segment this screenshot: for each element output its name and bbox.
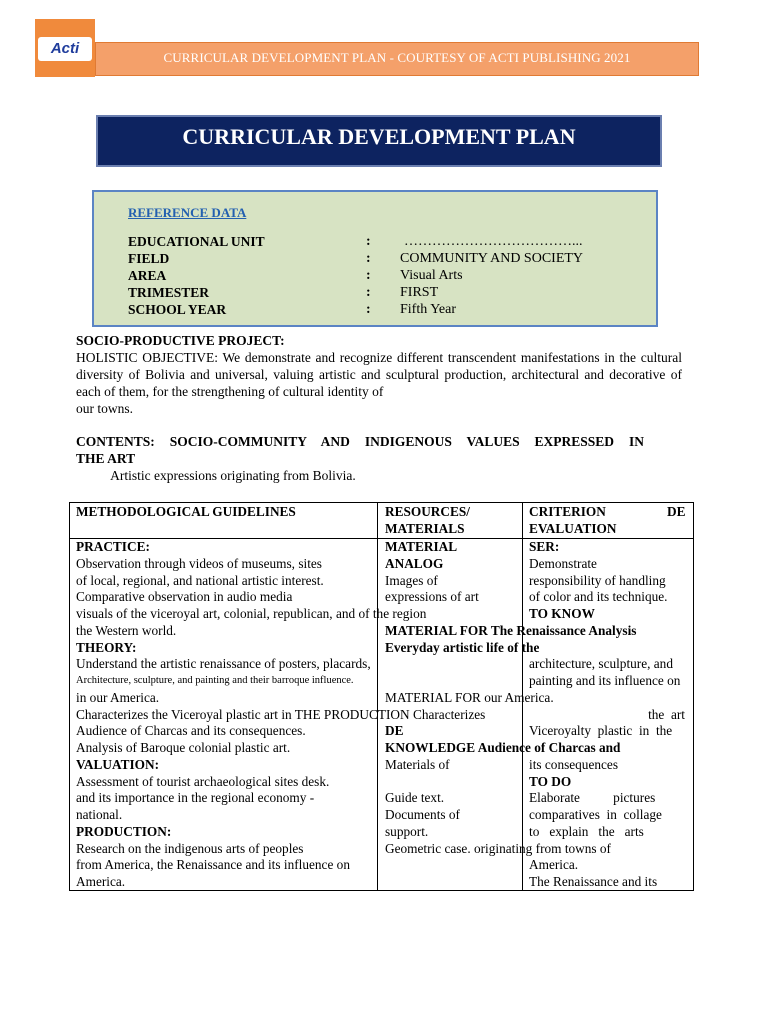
ref-label: EDUCATIONAL UNIT <box>128 234 265 249</box>
ref-value: Fifth Year <box>400 302 457 317</box>
header-criterion: CRITERION <box>529 504 606 519</box>
resources-line: Documents of <box>385 807 460 822</box>
evaluation-line: Demonstrate <box>529 555 597 571</box>
resources-line: support. <box>385 823 429 839</box>
header-banner <box>95 42 699 76</box>
ref-value: FIRST <box>400 285 439 300</box>
evaluation-line: TO KNOW <box>529 606 595 621</box>
column-divider <box>377 503 378 890</box>
evaluation-line: its consequences <box>529 756 618 772</box>
publisher-logo <box>35 19 95 77</box>
ref-separator: : <box>366 234 371 249</box>
methodology-line: in our America. <box>76 689 160 705</box>
resources-line: Geometric case. originating from towns of <box>385 840 611 856</box>
ref-separator: : <box>366 251 371 266</box>
resources-line: MATERIAL FOR our America. <box>385 689 554 705</box>
evaluation-line: the art <box>648 706 685 722</box>
ref-value: ………………………………... <box>404 234 583 249</box>
ref-value: COMMUNITY AND SOCIETY <box>400 251 584 266</box>
resources-line: MATERIAL FOR The Renaissance Analysis <box>385 622 637 638</box>
methodology-line: Audience of Charcas and its consequences. <box>76 723 306 739</box>
reference-data-box <box>92 190 658 327</box>
ref-label: AREA <box>128 268 167 283</box>
contents-heading: CONTENTS: SOCIO-COMMUNITY AND INDIGENOUS VALUES EXPRESSED IN <box>76 434 644 449</box>
methodology-line: national. <box>76 807 123 822</box>
methodology-line: Architecture, sculpture, and painting and their barroque influence. <box>76 675 354 686</box>
page-title: CURRICULAR DEVELOPMENT PLAN <box>182 124 576 149</box>
methodology-line: Research on the indigenous arts of peoples <box>76 840 304 856</box>
project-heading: SOCIO-PRODUCTIVE PROJECT: <box>76 333 285 348</box>
reference-heading: REFERENCE DATA <box>128 205 247 220</box>
methodology-line: the Western world. <box>76 622 177 638</box>
methodology-line: of local, regional, and national artistic interest. <box>76 572 324 588</box>
methodology-line: Comparative observation in audio media <box>76 589 293 605</box>
ref-separator: : <box>366 285 371 300</box>
resources-line: Guide text. <box>385 790 445 806</box>
resources-line: DE <box>385 723 404 739</box>
methodology-line: Understand the artistic renaissance of posters, placards, <box>76 656 371 672</box>
evaluation-line: Viceroyalty plastic in the <box>529 723 673 739</box>
evaluation-line: The Renaissance and its <box>529 874 658 889</box>
evaluation-line: of color and its technique. <box>529 589 668 605</box>
methodology-line: VALUATION: <box>76 756 159 772</box>
methodology-line: THEORY: <box>76 639 137 655</box>
evaluation-line: TO DO <box>529 773 572 789</box>
holistic-objective: HOLISTIC OBJECTIVE: We demonstrate and recognize different transcendent manifestations in the cultural diversity of Bolivia and universal, valuing artistic and sculptural production, architectural and decorative of each of them, for the strengthening of cultural identity of <box>76 350 682 399</box>
resources-line: Materials of <box>385 756 450 772</box>
methodology-line: and its importance in the regional economy - <box>76 790 315 806</box>
ref-separator: : <box>366 268 371 283</box>
header-divider <box>70 538 693 539</box>
evaluation-line: to explain the arts <box>529 823 644 839</box>
resources-line: Everyday artistic life of the <box>385 639 540 655</box>
header-resources: RESOURCES/ <box>385 504 470 519</box>
header-de: DE <box>667 504 686 519</box>
header-materials: MATERIALS <box>385 521 465 536</box>
methodology-line: Analysis of Baroque colonial plastic art. <box>76 740 291 755</box>
resources-line: KNOWLEDGE Audience of Charcas and <box>385 740 621 755</box>
header-evaluation: EVALUATION <box>529 521 617 536</box>
methodology-line: visuals of the viceroyal art, colonial, republican, and of the region <box>76 606 427 621</box>
methodology-line: Assessment of tourist archaeological sites desk. <box>76 773 330 789</box>
methodology-line: America. <box>76 874 126 889</box>
methodology-line: from America, the Renaissance and its influence on <box>76 857 350 873</box>
methodology-line: PRACTICE: <box>76 539 150 554</box>
contents-heading-end: THE ART <box>76 451 136 466</box>
holistic-objective-end: our towns. <box>76 401 133 416</box>
resources-line: ANALOG <box>385 555 444 571</box>
resources-line: expressions of art <box>385 589 479 605</box>
evaluation-line: architecture, sculpture, and <box>529 656 673 672</box>
curriculum-table <box>69 502 694 891</box>
methodology-line: Characterizes the Viceroyal plastic art in THE PRODUCTION Characterizes <box>76 706 486 722</box>
evaluation-line: painting and its influence on <box>529 673 681 688</box>
title-box <box>96 115 662 167</box>
methodology-line: Observation through videos of museums, sites <box>76 555 322 571</box>
evaluation-line: comparatives in collage <box>529 807 662 822</box>
ref-label: TRIMESTER <box>128 285 210 300</box>
evaluation-line: SER: <box>529 539 560 554</box>
contents-bullet:   Artistic expressions originating from Bolivia. <box>97 468 356 483</box>
banner-text: CURRICULAR DEVELOPMENT PLAN - COURTESY OF ACTI PUBLISHING 2021 <box>163 50 631 65</box>
ref-label: SCHOOL YEAR <box>128 302 227 317</box>
evaluation-line: Elaborate pictures <box>529 790 656 806</box>
evaluation-line: responsibility of handling <box>529 572 666 588</box>
header-methodological: METHODOLOGICAL GUIDELINES <box>76 504 296 519</box>
resources-line: MATERIAL <box>385 539 458 554</box>
ref-separator: : <box>366 302 371 317</box>
evaluation-line: America. <box>529 857 579 873</box>
resources-line: Images of <box>385 572 438 588</box>
ref-value: Visual Arts <box>400 268 463 283</box>
ref-label: FIELD <box>128 251 170 266</box>
logo-text: Acti <box>38 37 92 61</box>
methodology-line: PRODUCTION: <box>76 823 172 839</box>
